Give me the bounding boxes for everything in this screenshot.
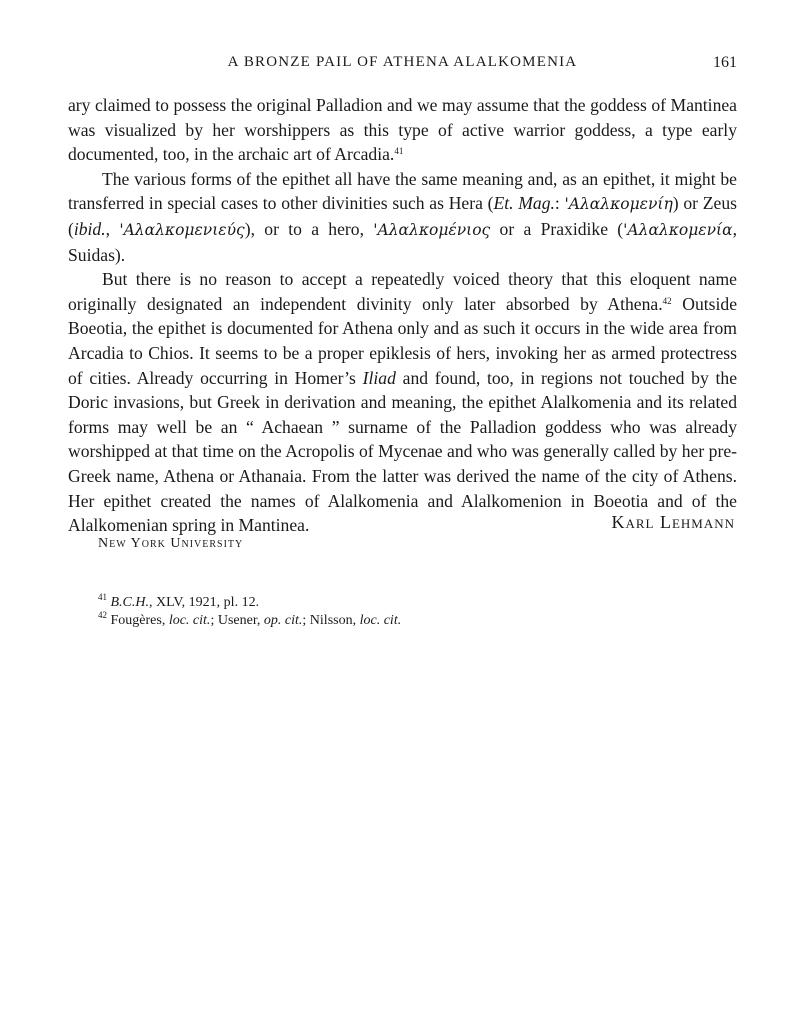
- footnote-41: [98, 594, 698, 612]
- footnote-number: 42: [98, 610, 107, 620]
- greek-word: 'Αλαλκομενίη: [564, 195, 673, 214]
- text-run: ,: [105, 218, 120, 239]
- footnotes: [98, 594, 698, 630]
- text-run: But there is no reason to accept a repeatedly voiced theory that this eloquent name originally designated an independent divinity only later absorbed by Athena.: [68, 269, 737, 314]
- text-run: Outside Boeotia, the epithet is documented for Athena only and as such it occurs in the wide area from Arcadia to Chios. It seems to be a proper epiklesis of hers, invoking her as armed protectress of cities. Already occurring in Homer’s: [68, 293, 737, 388]
- paragraph-2: [68, 167, 737, 267]
- footnote-42: [98, 612, 698, 630]
- author-affiliation: New York University: [98, 536, 244, 551]
- text-run: or a Praxidike (: [490, 218, 624, 239]
- italic-citation: Et. Mag.: [493, 193, 555, 214]
- text-run: :: [554, 193, 565, 214]
- text-run: Fougères,: [110, 613, 169, 628]
- author-signature: Karl Lehmann: [611, 512, 735, 532]
- italic-citation: loc. cit.: [168, 613, 211, 628]
- greek-word: 'Αλαλκομένιος: [373, 220, 491, 239]
- paragraph-text: ary claimed to possess the original Palladion and we may assume that the goddess of Mantinea was visualized by her worshippers as this type of active warrior goddess, a type early documented, too, in the archaic art of Arcadia.: [68, 95, 737, 165]
- text-run: ) or Zeus (: [68, 193, 737, 239]
- text-run: ; Usener,: [210, 613, 264, 628]
- running-title: A BRONZE PAIL OF ATHENA ALALKOMENIA: [227, 54, 578, 70]
- text-run: ; Nilsson,: [302, 613, 360, 628]
- greek-word: 'Αλαλκομενία: [623, 220, 733, 239]
- footnote-ref-42: 42: [662, 295, 672, 306]
- text-run: , Suidas).: [68, 218, 738, 265]
- italic-citation: op. cit.: [263, 613, 303, 628]
- italic-title: Iliad: [362, 367, 396, 388]
- footnote-number: 41: [98, 592, 107, 602]
- paragraph-3: [68, 267, 737, 538]
- text-run: and found, too, in regions not touched by the Doric invasions, but Greek in derivation and meaning, the epithet Alalkomenia and its related forms may well be an “ Achaean ” surname of the Palladion goddess who was already worshipped at that time on the Acropolis of Mycenae and who was generally called by her pre-Greek name, Athena or Athanaia. From the latter was derived the name of the city of Athens. Her epithet created the names of Alalkomenia and Alalkomenion in Boeotia and of the Alalkomenian spring in Mantinea.: [68, 367, 738, 536]
- text-run: , XLV, 1921, pl. 12.: [149, 595, 260, 610]
- italic-citation: B.C.H.: [110, 595, 149, 610]
- greek-word: 'Αλαλκομενιεύς: [119, 220, 245, 239]
- running-head: [68, 54, 737, 78]
- text-run: ), or to a hero,: [244, 218, 374, 239]
- paragraph-1: [68, 93, 737, 167]
- page-number: 161: [713, 54, 737, 71]
- italic-citation: loc. cit.: [359, 613, 402, 628]
- article-body: [68, 93, 737, 538]
- italic-citation: ibid.: [73, 218, 106, 239]
- footnote-ref-41: 41: [394, 146, 404, 157]
- text-run: The various forms of the epithet all have the same meaning and, as an epithet, it might be transferred in special cases to other divinities such as Hera (: [68, 168, 737, 214]
